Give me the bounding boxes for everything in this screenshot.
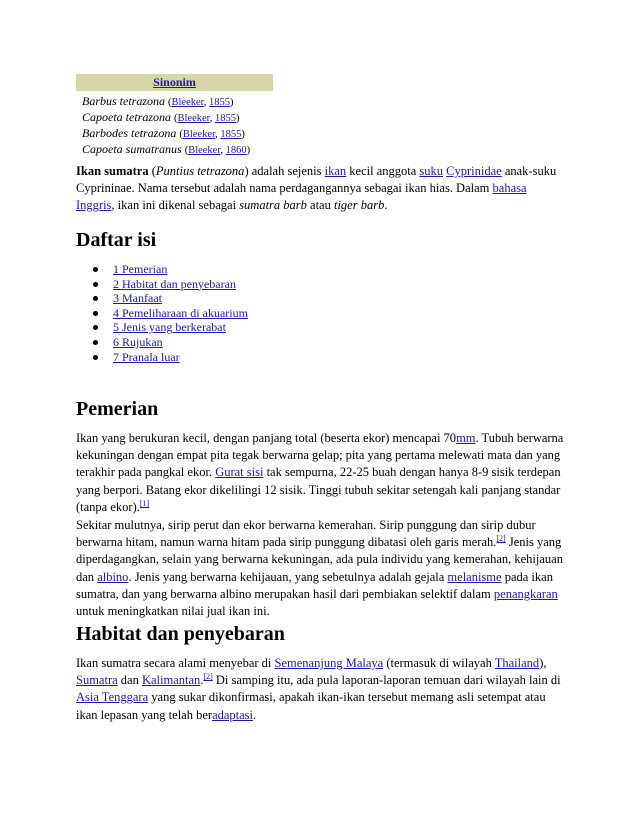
bullet-icon bbox=[93, 311, 98, 316]
link-penangkaran[interactable]: penangkaran bbox=[493, 586, 558, 601]
synonym-box bbox=[76, 74, 273, 158]
toc-item bbox=[76, 291, 376, 306]
toc-link-manfaat[interactable]: 3 Manfaat bbox=[113, 291, 162, 306]
reference-link[interactable]: [2] bbox=[496, 534, 506, 544]
common-name: sumatra barb bbox=[239, 198, 307, 213]
toc-item bbox=[76, 277, 376, 292]
link-mm[interactable]: mm bbox=[456, 431, 476, 445]
text: (termasuk di wilayah bbox=[383, 656, 495, 670]
bullet-icon bbox=[93, 340, 98, 345]
link-gurat-sisi[interactable]: Gurat sisi bbox=[215, 465, 264, 480]
article-subject: Ikan sumatra bbox=[76, 164, 149, 178]
text: ( bbox=[148, 164, 156, 178]
text: Sekitar mulutnya, sirip perut dan ekor berwarna kemerahan. Sirip punggung dan sirip dubur berwarna hitam, namun warna hitam pada sirip punggung dibatasi oleh garis merah. bbox=[76, 518, 536, 550]
synonym-row: Barbus tetrazona (Bleeker, 1855) bbox=[82, 94, 234, 108]
text: atau bbox=[306, 198, 334, 213]
bullet-icon bbox=[93, 355, 98, 360]
toc-link-jenis[interactable]: 5 Jenis yang berkerabat bbox=[113, 320, 226, 335]
toc-link-pemerian[interactable]: 1 Pemerian bbox=[113, 262, 168, 276]
synonym-header bbox=[76, 74, 273, 91]
text: pada ikan sumatra, dan yang berwarna albino merupakan hasil dari pembiakan selektif dalam bbox=[76, 569, 553, 601]
link-albino[interactable]: albino bbox=[97, 569, 129, 584]
link-suku[interactable]: suku bbox=[419, 164, 444, 178]
text: . bbox=[200, 673, 204, 688]
toc-title: Daftar isi bbox=[76, 229, 157, 251]
synonym-author-link[interactable]: Bleeker bbox=[171, 97, 204, 108]
toc-item bbox=[76, 350, 376, 365]
toc-item bbox=[76, 262, 376, 277]
link-adaptasi[interactable]: adaptasi bbox=[212, 707, 254, 722]
toc-link-pranala[interactable]: 7 Pranala luar bbox=[113, 349, 180, 364]
scientific-name: Puntius tetrazona bbox=[155, 164, 245, 178]
text: . bbox=[384, 198, 388, 213]
text: Di samping itu, ada pula laporan-laporan temuan dari wilayah lain di bbox=[212, 673, 561, 688]
link-melanisme[interactable]: melanisme bbox=[447, 569, 502, 584]
text: ) adalah sejenis bbox=[244, 164, 325, 178]
synonym-year-link[interactable]: 1855 bbox=[214, 113, 236, 124]
text: untuk meningkatkan nilai jual ikan ini. bbox=[76, 604, 270, 619]
synonym-year-link[interactable]: 1855 bbox=[220, 129, 242, 140]
link-thailand[interactable]: Thailand bbox=[494, 656, 540, 670]
bullet-icon bbox=[93, 267, 98, 272]
link-sumatra[interactable]: Sumatra bbox=[76, 673, 118, 688]
text: kecil anggota bbox=[346, 164, 420, 178]
synonym-name: Barbodes tetrazona bbox=[82, 126, 177, 140]
table-of-contents bbox=[76, 262, 376, 364]
habitat-paragraph bbox=[76, 655, 566, 724]
text: , ikan ini dikenal sebagai bbox=[111, 198, 240, 213]
section-title-habitat: Habitat dan penyebaran bbox=[76, 623, 285, 645]
pemerian-paragraph-1 bbox=[76, 430, 566, 516]
synonym-year-link[interactable]: 1860 bbox=[225, 145, 247, 156]
synonym-list bbox=[76, 94, 273, 158]
toc-link-habitat[interactable]: 2 Habitat dan penyebaran bbox=[113, 276, 236, 291]
common-name: tiger barb bbox=[333, 198, 385, 213]
reference-link[interactable]: [2] bbox=[203, 672, 213, 682]
toc-item bbox=[76, 335, 376, 350]
link-semenanjung-malaya[interactable]: Semenanjung Malaya bbox=[274, 656, 384, 670]
text: Ikan sumatra secara alami menyebar di bbox=[76, 656, 275, 670]
reference-link[interactable]: [1] bbox=[139, 498, 150, 508]
synonym-header-link[interactable]: Sinonim bbox=[153, 75, 196, 89]
synonym-name: Capoeta tetrazona bbox=[82, 110, 171, 124]
toc-item bbox=[76, 320, 376, 335]
text: dan bbox=[117, 673, 142, 688]
synonym-author-link[interactable]: Bleeker bbox=[182, 129, 216, 140]
link-asia-tenggara[interactable]: Asia Tenggara bbox=[76, 690, 149, 705]
bullet-icon bbox=[93, 325, 98, 330]
intro-paragraph bbox=[76, 163, 566, 215]
toc-link-pemeliharaan[interactable]: 4 Pemeliharaan di akuarium bbox=[113, 305, 248, 320]
link-bahasa-inggris[interactable]: bahasa Inggris bbox=[76, 181, 527, 213]
text: Jenis yang diperdagangkan, selain yang berwarna kekuningan, ada pula individu yang kemerahan, kehijauan dan bbox=[76, 535, 563, 584]
synonym-author-link[interactable]: Bleeker bbox=[188, 145, 221, 156]
synonym-row: Barbodes tetrazona (Bleeker, 1855) bbox=[82, 126, 245, 140]
bullet-icon bbox=[93, 282, 98, 287]
text: . bbox=[253, 707, 257, 722]
toc-item bbox=[76, 306, 376, 321]
text: . Tubuh berwarna kekuningan dengan empat pita tegak berwarna gelap; pita yang pertama melewati mata dan yang terakhir pada pangkal ekor. bbox=[76, 431, 564, 480]
link-kalimantan[interactable]: Kalimantan bbox=[141, 673, 201, 688]
text: Ikan yang berukuran kecil, dengan panjang total (beserta ekor) mencapai 70 bbox=[76, 431, 457, 445]
synonym-year-link[interactable]: 1855 bbox=[209, 97, 230, 108]
bullet-icon bbox=[93, 296, 98, 301]
link-ikan[interactable]: ikan bbox=[324, 164, 347, 178]
synonym-name: Capoeta sumatranus bbox=[82, 142, 182, 156]
synonym-name: Barbus tetrazona bbox=[82, 94, 166, 108]
text: tak sempurna, 22-25 buah dengan hanya 8-9 sisik terdepan yang berpori. Batang ekor dikelilingi 12 sisik. Tinggi tubuh sekitar setengah kali panjang standar (tanpa ekor). bbox=[76, 465, 561, 514]
pemerian-paragraph-2 bbox=[76, 517, 566, 620]
text: . Jenis yang berwarna kehijauan, yang sebetulnya adalah gejala bbox=[128, 569, 448, 584]
link-cyprinidae[interactable]: Cyprinidae bbox=[446, 164, 502, 178]
synonym-author-link[interactable]: Bleeker bbox=[177, 113, 210, 124]
synonym-row: Capoeta tetrazona (Bleeker, 1855) bbox=[82, 110, 240, 124]
text: ), bbox=[539, 656, 547, 670]
synonym-row: Capoeta sumatranus (Bleeker, 1860) bbox=[82, 142, 251, 156]
text: yang sukar dikonfirmasi, apakah ikan-ikan tersebut memang asli setempat atau ikan lepasan yang telah ber bbox=[76, 690, 546, 722]
toc-link-rujukan[interactable]: 6 Rujukan bbox=[113, 334, 163, 349]
section-title-pemerian: Pemerian bbox=[76, 398, 159, 420]
text: anak-suku Cyprininae. Nama tersebut adalah nama perdagangannya sebagai ikan hias. Dalam bbox=[76, 164, 557, 196]
